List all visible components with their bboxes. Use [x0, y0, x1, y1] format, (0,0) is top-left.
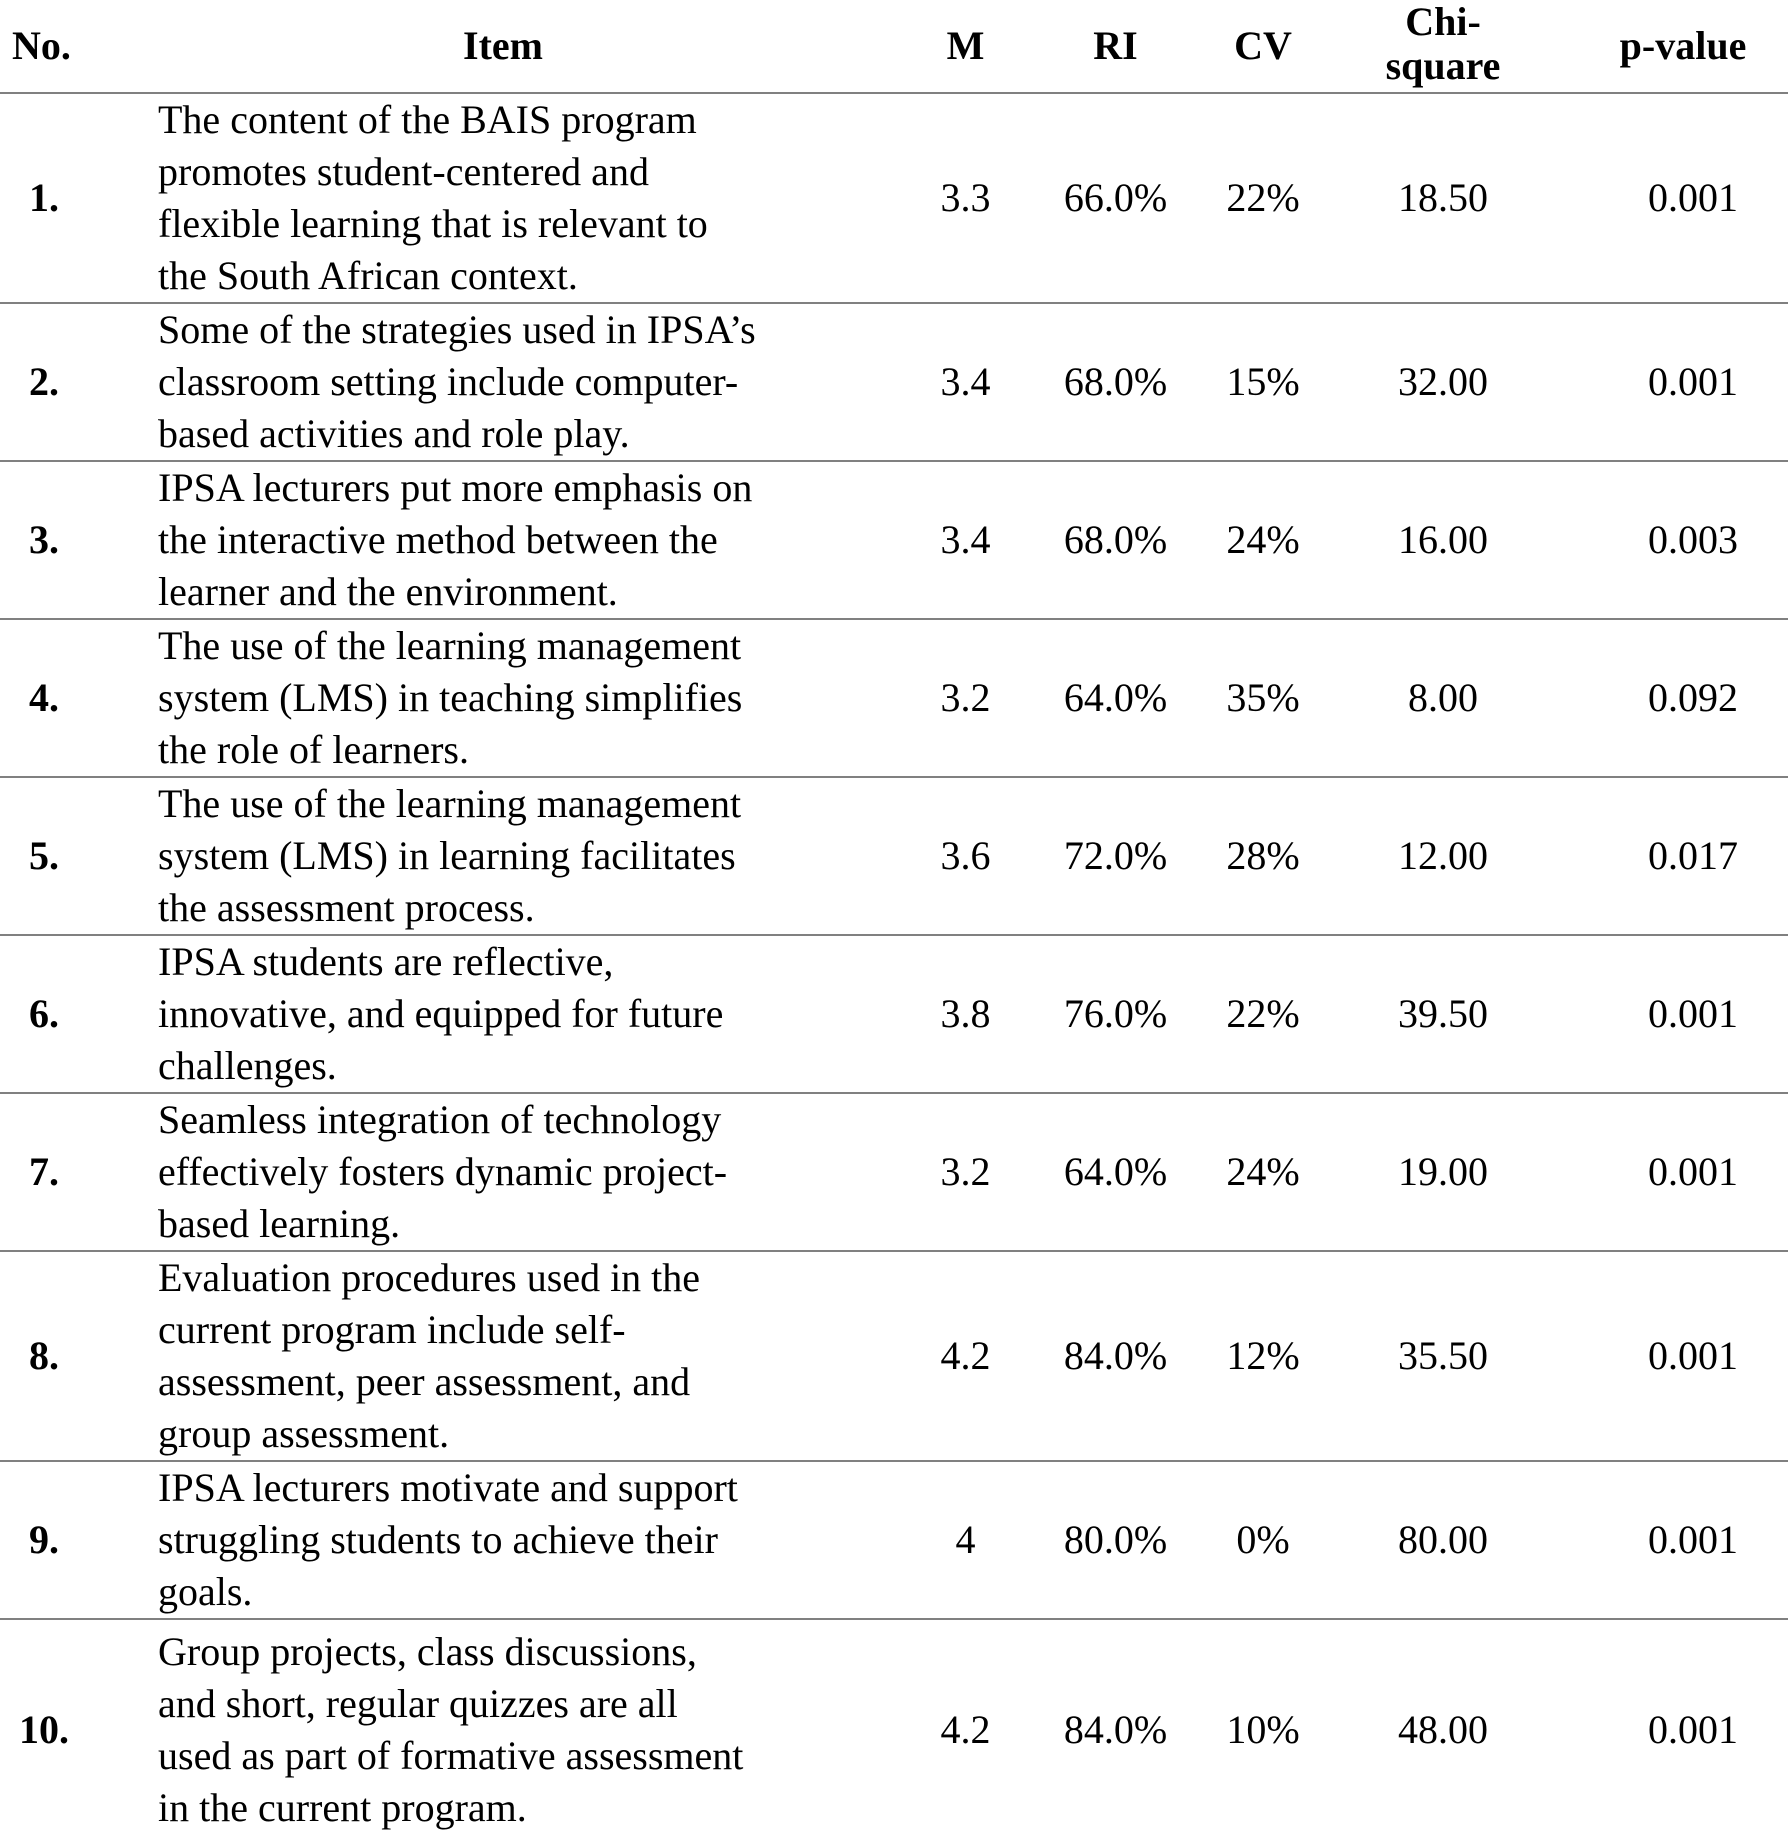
row-number: 1. — [0, 93, 88, 303]
header-chi-line1: Chi- — [1405, 0, 1481, 44]
item-text-line: current program include self- — [158, 1307, 626, 1352]
row-number: 10. — [19, 1707, 69, 1752]
table-row — [0, 93, 1788, 303]
table-row — [0, 777, 1788, 935]
header-chi-line2: square — [1385, 43, 1501, 88]
row-mean: 3.4 — [918, 303, 1013, 461]
header-chi-square — [1308, 0, 1578, 93]
row-cv: 0% — [1218, 1461, 1308, 1619]
item-text-line: challenges. — [158, 1043, 337, 1088]
row-ri: 68.0% — [1013, 461, 1218, 619]
table-row — [0, 1093, 1788, 1251]
row-item-text — [88, 1093, 918, 1251]
item-text-line: IPSA lecturers motivate and support — [158, 1465, 738, 1510]
row-mean: 3.6 — [918, 777, 1013, 935]
item-text-line: Seamless integration of technology — [158, 1097, 722, 1142]
item-text-line: based activities and role play. — [158, 411, 630, 456]
item-text-line: based learning. — [158, 1201, 401, 1246]
row-chi-square: 39.50 — [1308, 935, 1578, 1093]
row-p-value: 0.092 — [1578, 619, 1788, 777]
row-p-value: 0.003 — [1578, 461, 1788, 619]
row-item-text — [88, 1251, 918, 1461]
header-no: No. — [0, 0, 88, 93]
item-text-line: IPSA students are reflective, — [158, 939, 614, 984]
item-text-line: struggling students to achieve their — [158, 1517, 718, 1562]
table-body — [0, 93, 1788, 1840]
row-item-text — [88, 1461, 918, 1619]
table-row — [0, 461, 1788, 619]
row-mean: 3.8 — [918, 935, 1013, 1093]
row-ri: 72.0% — [1013, 777, 1218, 935]
item-text-line: innovative, and equipped for future — [158, 991, 724, 1036]
table-row — [0, 1461, 1788, 1619]
row-p-value: 0.017 — [1578, 777, 1788, 935]
item-text-line: effectively fosters dynamic project- — [158, 1149, 728, 1194]
row-item-text — [88, 619, 918, 777]
item-text-line: the South African context. — [158, 253, 578, 298]
row-p-value: 0.001 — [1578, 1251, 1788, 1461]
row-number: 8. — [0, 1251, 88, 1461]
item-text-line: system (LMS) in teaching simplifies — [158, 675, 743, 720]
item-text-line: in the current program. — [158, 1785, 527, 1830]
item-text-line: group assessment. — [158, 1411, 450, 1456]
row-number: 4. — [0, 619, 88, 777]
item-text-line: and short, regular quizzes are all — [158, 1681, 678, 1726]
item-text-line: The use of the learning management — [158, 781, 742, 826]
row-chi-square: 19.00 — [1308, 1093, 1578, 1251]
row-chi-square: 12.00 — [1308, 777, 1578, 935]
item-text-line: The content of the BAIS program — [158, 97, 697, 142]
row-ri: 64.0% — [1013, 619, 1218, 777]
row-number: 6. — [0, 935, 88, 1093]
row-item-text — [88, 461, 918, 619]
row-cv: 22% — [1218, 935, 1308, 1093]
header-p-value: p-value — [1578, 0, 1788, 93]
item-text-line: learner and the environment. — [158, 569, 618, 614]
table-row — [0, 1619, 1788, 1840]
item-text-line: assessment, peer assessment, and — [158, 1359, 691, 1404]
item-text-line: The use of the learning management — [158, 623, 742, 668]
row-chi-square: 32.00 — [1308, 303, 1578, 461]
row-p-value: 0.001 — [1578, 1461, 1788, 1619]
table-row — [0, 1251, 1788, 1461]
item-text-line: used as part of formative assessment — [158, 1733, 744, 1778]
row-cv: 22% — [1218, 93, 1308, 303]
header-m: M — [918, 0, 1013, 93]
row-mean: 4 — [918, 1461, 1013, 1619]
table-header — [0, 0, 1788, 93]
row-mean: 3.3 — [918, 93, 1013, 303]
row-ri: 76.0% — [1013, 935, 1218, 1093]
row-mean: 3.4 — [918, 461, 1013, 619]
row-cv: 24% — [1218, 461, 1308, 619]
header-cv: CV — [1218, 0, 1308, 93]
row-number: 9. — [0, 1461, 88, 1619]
item-text-line: the interactive method between the — [158, 517, 718, 562]
row-cv: 15% — [1218, 303, 1308, 461]
row-item-text — [88, 1619, 918, 1840]
row-p-value: 0.001 — [1578, 93, 1788, 303]
row-number: 3. — [0, 461, 88, 619]
table-row — [0, 619, 1788, 777]
row-cv: 35% — [1218, 619, 1308, 777]
row-item-text — [88, 935, 918, 1093]
row-chi-square: 48.00 — [1398, 1707, 1488, 1752]
row-item-text — [88, 303, 918, 461]
table-row — [0, 935, 1788, 1093]
table-row — [0, 303, 1788, 461]
item-text-line: Evaluation procedures used in the — [158, 1255, 701, 1300]
row-item-text — [88, 777, 918, 935]
item-text-line: goals. — [158, 1569, 253, 1614]
item-text-line: promotes student-centered and — [158, 149, 649, 194]
row-chi-square: 8.00 — [1308, 619, 1578, 777]
row-number: 2. — [0, 303, 88, 461]
header-row — [0, 0, 1788, 93]
row-p-value: 0.001 — [1648, 1707, 1738, 1752]
item-text-line: flexible learning that is relevant to — [158, 201, 708, 246]
item-text-line: classroom setting include computer- — [158, 359, 739, 404]
row-chi-square: 35.50 — [1308, 1251, 1578, 1461]
row-mean: 3.2 — [918, 619, 1013, 777]
row-ri: 68.0% — [1013, 303, 1218, 461]
row-cv: 10% — [1226, 1707, 1300, 1752]
row-p-value: 0.001 — [1578, 303, 1788, 461]
item-text-line: Group projects, class discussions, — [158, 1629, 697, 1674]
item-text-line: Some of the strategies used in IPSA’s — [158, 307, 756, 352]
row-cv: 24% — [1218, 1093, 1308, 1251]
row-chi-square: 16.00 — [1308, 461, 1578, 619]
row-number: 7. — [0, 1093, 88, 1251]
row-ri: 64.0% — [1013, 1093, 1218, 1251]
row-p-value: 0.001 — [1578, 1093, 1788, 1251]
row-number: 5. — [0, 777, 88, 935]
row-cv: 28% — [1218, 777, 1308, 935]
item-text-line: the role of learners. — [158, 727, 469, 772]
row-ri: 66.0% — [1013, 93, 1218, 303]
item-text-line: IPSA lecturers put more emphasis on — [158, 465, 753, 510]
row-mean: 3.2 — [918, 1093, 1013, 1251]
row-p-value: 0.001 — [1578, 935, 1788, 1093]
header-ri: RI — [1013, 0, 1218, 93]
row-ri: 80.0% — [1013, 1461, 1218, 1619]
row-item-text — [88, 93, 918, 303]
row-mean: 4.2 — [940, 1707, 991, 1752]
row-chi-square: 18.50 — [1308, 93, 1578, 303]
row-chi-square: 80.00 — [1308, 1461, 1578, 1619]
row-cv: 12% — [1218, 1251, 1308, 1461]
row-mean: 4.2 — [918, 1251, 1013, 1461]
item-text-line: the assessment process. — [158, 885, 535, 930]
item-text-line: system (LMS) in learning facilitates — [158, 833, 736, 878]
header-item: Item — [88, 0, 918, 93]
row-ri: 84.0% — [1063, 1707, 1168, 1752]
row-ri: 84.0% — [1013, 1251, 1218, 1461]
